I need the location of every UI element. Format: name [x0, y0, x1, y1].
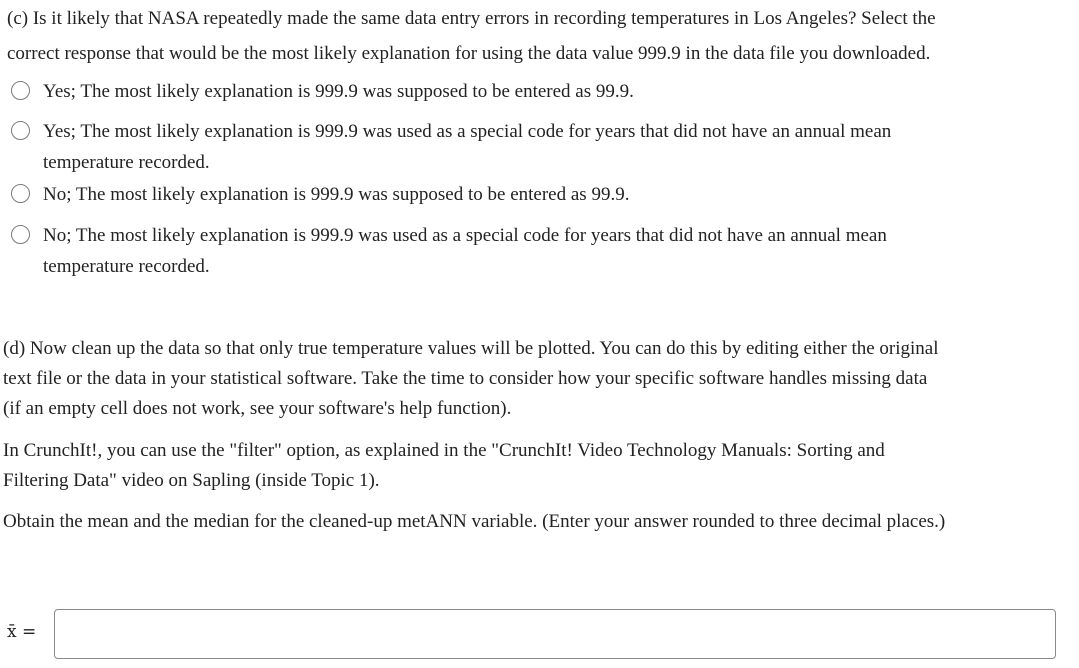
option-4-label-line1: No; The most likely explanation is 999.9 was used as a special code for years that did not have an annual mean: [43, 225, 887, 246]
mean-label: x̄ =: [7, 622, 37, 642]
radio-button-option-1[interactable]: [11, 81, 30, 100]
option-3-label: No; The most likely explanation is 999.9 was supposed to be entered as 99.9.: [43, 184, 630, 205]
radio-button-option-2[interactable]: [11, 121, 30, 140]
crunchit-instructions-line1: In CrunchIt!, you can use the "filter" option, as explained in the "CrunchIt! Video Technology Manuals: Sorting and: [3, 440, 885, 461]
option-1-label: Yes; The most likely explanation is 999.9 was supposed to be entered as 99.9.: [43, 81, 634, 102]
answer-option-2[interactable]: [10, 121, 1039, 177]
option-2-label-line2: temperature recorded.: [43, 152, 210, 173]
mean-median-prompt: Obtain the mean and the median for the cleaned-up metANN variable. (Enter your answer rounded to three decimal places.): [3, 511, 946, 532]
question-d-line2: text file or the data in your statistical software. Take the time to consider how your specific software handles missing data: [3, 368, 928, 389]
question-d-line3: (if an empty cell does not work, see your software's help function).: [3, 398, 512, 419]
answer-option-4[interactable]: [10, 225, 1039, 281]
radio-button-option-3[interactable]: [11, 184, 30, 203]
question-c-line2: correct response that would be the most likely explanation for using the data value 999.9 in the data file you downloaded.: [7, 43, 931, 64]
answer-option-3[interactable]: [10, 184, 1039, 208]
crunchit-instructions-line2: Filtering Data" video on Sapling (inside Topic 1).: [3, 470, 380, 491]
answer-option-1[interactable]: [10, 81, 1039, 105]
option-2-label-line1: Yes; The most likely explanation is 999.9 was used as a special code for years that did not have an annual mean: [43, 121, 892, 142]
question-d-line1: (d) Now clean up the data so that only true temperature values will be plotted. You can do this by editing either the original: [3, 338, 939, 359]
option-4-label-line2: temperature recorded.: [43, 256, 210, 277]
radio-button-option-4[interactable]: [11, 225, 30, 244]
question-c-line1: (c) Is it likely that NASA repeatedly made the same data entry errors in recording temperatures in Los Angeles? Select the: [7, 8, 936, 29]
mean-input[interactable]: [54, 609, 1056, 659]
